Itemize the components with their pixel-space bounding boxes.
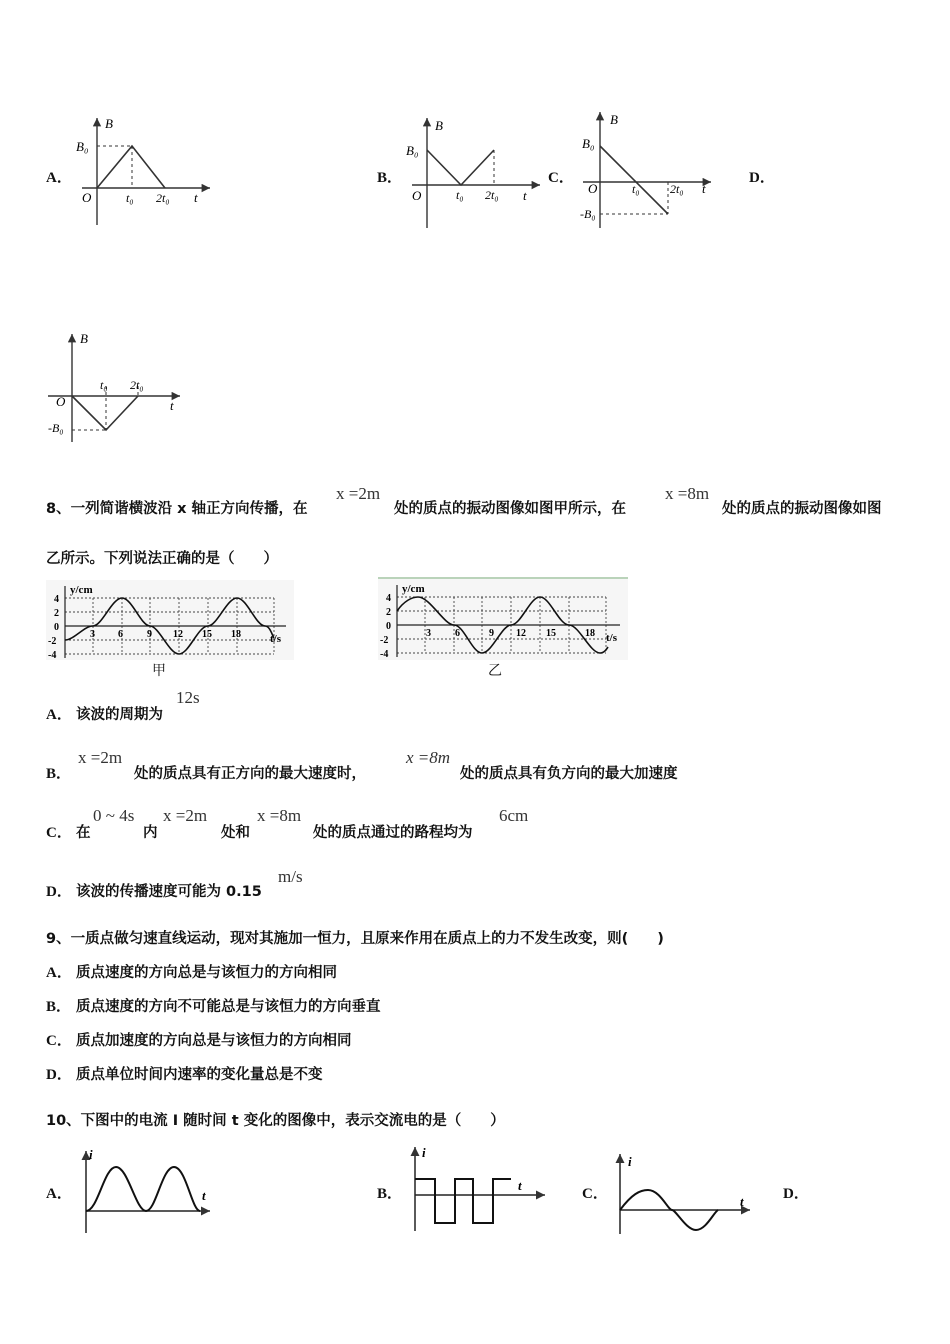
svg-text:18: 18 bbox=[231, 629, 241, 640]
q8-option-b-math2: x =8m bbox=[406, 748, 451, 767]
svg-text:15: 15 bbox=[202, 629, 212, 640]
svg-text:2: 2 bbox=[386, 607, 391, 618]
q9-option-c-text: 质点加速度的方向总是与该恒力的方向相同 bbox=[76, 1033, 352, 1049]
q9-option-b-text: 质点速度的方向不可能总是与该恒力的方向垂直 bbox=[76, 999, 381, 1015]
q7-graph-d bbox=[44, 326, 194, 446]
q7b-x-tick-2: 2t₀ bbox=[485, 188, 499, 202]
svg-text:12: 12 bbox=[516, 628, 526, 639]
q8-stem-line2: 乙所示。下列说法正确的是（ ） bbox=[46, 551, 278, 567]
svg-text:i: i bbox=[628, 1154, 632, 1169]
svg-text:9: 9 bbox=[489, 628, 494, 639]
q8-yi-xlabel: t/s bbox=[606, 632, 617, 644]
svg-text:3: 3 bbox=[90, 629, 95, 640]
q7d-x-tick-1: t₀ bbox=[100, 378, 108, 392]
q8-option-d-label: D． bbox=[46, 884, 72, 900]
svg-text:t: t bbox=[740, 1194, 744, 1209]
q7-option-a-label: A． bbox=[46, 170, 72, 186]
q9-option-a-label: A． bbox=[46, 965, 72, 981]
q8-option-a-text: 该波的周期为 bbox=[76, 707, 163, 723]
q7c-x-tick-1: t₀ bbox=[632, 182, 640, 196]
q8-option-d-text: 该波的传播速度可能为 0.15 bbox=[76, 884, 262, 900]
svg-text:-4: -4 bbox=[380, 649, 389, 660]
q7-option-b-label: B． bbox=[377, 170, 403, 186]
q8-caption-yi: 乙 bbox=[488, 663, 502, 679]
q8-stem-part1: 8、一列简谐横波沿 x 轴正方向传播，在 bbox=[46, 501, 308, 517]
q7a-x-tick-1: t₀ bbox=[126, 191, 134, 205]
q10-wave-a bbox=[86, 1167, 200, 1211]
q8-option-b-math1: x =2m bbox=[78, 748, 123, 767]
q7b-x-tick-1: t₀ bbox=[456, 188, 464, 202]
q8-jia-ylabel: y/cm bbox=[70, 584, 93, 596]
svg-text:i: i bbox=[89, 1147, 93, 1162]
q7d-y-tick-neg: -B₀ bbox=[48, 421, 64, 435]
q8-option-c-text1: 在 bbox=[76, 825, 91, 841]
q9-option-d-label: D． bbox=[46, 1067, 72, 1083]
svg-text:t: t bbox=[202, 1188, 206, 1203]
q7-option-c-label: C． bbox=[548, 170, 574, 186]
q8-stem-math-x8m: x =8m bbox=[665, 484, 710, 503]
svg-text:4: 4 bbox=[386, 593, 391, 604]
q7b-y-tick: B₀ bbox=[406, 143, 419, 158]
q10-graph-b bbox=[405, 1143, 550, 1233]
svg-text:-2: -2 bbox=[380, 635, 389, 646]
q7a-y-tick: B₀ bbox=[76, 139, 89, 154]
svg-text:18: 18 bbox=[585, 628, 595, 639]
q8-graph-yi bbox=[378, 577, 628, 660]
q7-graph-b bbox=[402, 110, 552, 230]
svg-text:0: 0 bbox=[54, 622, 59, 633]
svg-text:6: 6 bbox=[118, 629, 123, 640]
q7c-axis-y: B bbox=[610, 112, 618, 127]
q7a-axis-x: t bbox=[194, 190, 198, 205]
svg-text:-4: -4 bbox=[48, 650, 57, 660]
q8-option-c-text3: 处和 bbox=[221, 825, 250, 841]
q9-option-b-label: B． bbox=[46, 999, 72, 1015]
q7c-x-tick-2: 2t₀ bbox=[670, 182, 684, 196]
svg-text:3: 3 bbox=[426, 628, 431, 639]
q7-option-d-label: D． bbox=[749, 170, 775, 186]
q8-option-c-math2: x =2m bbox=[163, 806, 208, 825]
q10-option-d-label: D． bbox=[783, 1186, 809, 1202]
q8-option-a-math: 12s bbox=[176, 688, 200, 707]
q7d-origin: O bbox=[56, 394, 66, 409]
q8-option-c-math3: x =8m bbox=[257, 806, 302, 825]
q8-option-c-math1: 0 ~ 4s bbox=[93, 806, 135, 825]
q10-stem: 10、下图中的电流 I 随时间 t 变化的图像中，表示交流电的是（ ） bbox=[46, 1113, 505, 1129]
q8-option-b-text2: 处的质点具有负方向的最大加速度 bbox=[460, 766, 678, 782]
q7c-origin: O bbox=[588, 181, 598, 196]
q10-option-a-label: A． bbox=[46, 1186, 72, 1202]
svg-text:4: 4 bbox=[54, 594, 59, 605]
svg-text:9: 9 bbox=[147, 629, 152, 640]
q10-wave-b bbox=[415, 1179, 511, 1223]
q9-option-d-text: 质点单位时间内速率的变化量总是不变 bbox=[76, 1067, 323, 1083]
q8-option-c-text4: 处的质点通过的路程均为 bbox=[313, 825, 473, 841]
q7d-x-tick-2: 2t₀ bbox=[130, 378, 144, 392]
q7b-origin: O bbox=[412, 188, 422, 203]
q7a-x-tick-2: 2t₀ bbox=[156, 191, 170, 205]
q7-graph-a bbox=[72, 110, 222, 230]
q7c-y-tick-neg: -B₀ bbox=[580, 207, 596, 221]
q8-stem-part3: 处的质点的振动图像如图 bbox=[722, 501, 882, 517]
q10-option-c-label: C． bbox=[582, 1186, 608, 1202]
q10-graph-c bbox=[610, 1150, 755, 1236]
q8-option-c-math4: 6cm bbox=[499, 806, 529, 825]
q7b-axis-x: t bbox=[523, 188, 527, 203]
q8-option-a-label: A． bbox=[46, 707, 72, 723]
q9-option-a-text: 质点速度的方向总是与该恒力的方向相同 bbox=[76, 965, 337, 981]
q7d-axis-x: t bbox=[170, 398, 174, 413]
svg-text:0: 0 bbox=[386, 621, 391, 632]
svg-text:15: 15 bbox=[546, 628, 556, 639]
q7-graph-c bbox=[578, 106, 728, 231]
svg-text:6: 6 bbox=[455, 628, 460, 639]
q7a-origin: O bbox=[82, 190, 92, 205]
svg-text:2: 2 bbox=[54, 608, 59, 619]
q9-option-c-label: C． bbox=[46, 1033, 72, 1049]
q7c-y-tick: B₀ bbox=[582, 136, 595, 151]
q8-option-d-math: m/s bbox=[278, 867, 303, 886]
q8-yi-ylabel: y/cm bbox=[402, 583, 425, 595]
q7c-axis-x: t bbox=[702, 181, 706, 196]
q9-stem: 9、一质点做匀速直线运动，现对其施加一恒力，且原来作用在质点上的力不发生改变，则( ) bbox=[46, 931, 664, 947]
q8-jia-xlabel: t/s bbox=[270, 633, 281, 645]
q10-graph-a bbox=[78, 1145, 218, 1237]
q8-stem-math-x2m: x =2m bbox=[336, 484, 381, 503]
svg-text:i: i bbox=[422, 1145, 426, 1160]
svg-text:12: 12 bbox=[173, 629, 183, 640]
q8-option-b-label: B． bbox=[46, 766, 72, 782]
svg-text:-2: -2 bbox=[48, 636, 57, 647]
q8-option-b-text1: 处的质点具有正方向的最大速度时， bbox=[134, 766, 366, 782]
q10-option-b-label: B． bbox=[377, 1186, 403, 1202]
q7b-axis-y: B bbox=[435, 118, 443, 133]
q8-caption-jia: 甲 bbox=[152, 663, 166, 679]
svg-text:t: t bbox=[518, 1178, 522, 1193]
q7d-axis-y: B bbox=[80, 331, 88, 346]
q7a-axis-y: B bbox=[105, 116, 113, 131]
q8-graph-jia bbox=[46, 580, 294, 660]
q8-option-c-label: C． bbox=[46, 825, 72, 841]
q8-stem-part2: 处的质点的振动图像如图甲所示，在 bbox=[394, 501, 626, 517]
q8-option-c-text2: 内 bbox=[143, 825, 158, 841]
